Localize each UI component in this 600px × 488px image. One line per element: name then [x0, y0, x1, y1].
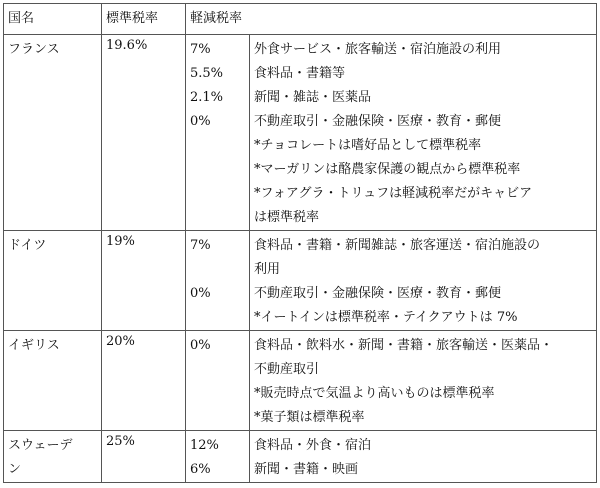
item-line: 食料品・外食・宿泊 — [254, 438, 372, 453]
item-line: 食料品・飲料水・新聞・書籍・旅客輸送・医薬品・ — [254, 338, 554, 353]
note-line: *マーガリンは酪農家保護の観点から標準税率 — [254, 162, 521, 177]
header-reduced-rate: 軽減税率 — [186, 4, 597, 35]
standard-rate-cell — [102, 431, 186, 483]
item-line: 利用 — [254, 262, 281, 277]
reduced-rate: 0% — [190, 286, 211, 301]
reduced-rate: 0% — [190, 338, 211, 353]
item-line: 不動産取引 — [254, 362, 320, 377]
table-row-sweden — [4, 431, 597, 483]
reduced-rate: 0% — [190, 114, 211, 129]
reduced-rate: 12% — [190, 438, 219, 453]
table-row-france — [4, 35, 597, 231]
reduced-rate-cell — [186, 231, 250, 331]
note-line: *販売時点で気温より高いものは標準税率 — [254, 386, 495, 401]
country-cell — [4, 35, 102, 231]
standard-rate: 25% — [106, 434, 135, 449]
reduced-rate-cell — [186, 35, 250, 231]
tax-rate-table — [3, 3, 597, 483]
items-cell — [250, 231, 597, 331]
reduced-rate: 6% — [190, 462, 211, 477]
country-name: ン — [8, 462, 22, 477]
header-country: 国名 — [4, 4, 102, 35]
country-name: イギリス — [8, 338, 60, 353]
country-name: スウェーデ — [8, 438, 73, 453]
item-line: 新聞・雑誌・医薬品 — [254, 90, 372, 105]
item-line: 食料品・書籍等 — [254, 66, 346, 81]
reduced-rate: 7% — [190, 42, 211, 57]
reduced-rate: 5.5% — [190, 66, 224, 81]
note-line: は標準税率 — [254, 210, 320, 225]
country-name: ドイツ — [8, 238, 47, 253]
reduced-rate-cell — [186, 431, 250, 483]
items-cell — [250, 331, 597, 431]
item-line: 外食サービス・旅客輸送・宿泊施設の利用 — [254, 42, 502, 57]
country-cell — [4, 231, 102, 331]
reduced-rate-cell — [186, 331, 250, 431]
header-standard-rate: 標準税率 — [102, 4, 186, 35]
note-line: *フォアグラ・トリュフは軽減税率だがキャビア — [254, 186, 533, 201]
reduced-rate: 2.1% — [190, 90, 224, 105]
country-cell — [4, 431, 102, 483]
standard-rate-cell — [102, 35, 186, 231]
item-line: 食料品・書籍・新聞雑誌・旅客運送・宿泊施設の — [254, 238, 541, 253]
item-line: 不動産取引・金融保険・医療・教育・郵便 — [254, 114, 502, 129]
item-line: 不動産取引・金融保険・医療・教育・郵便 — [254, 286, 502, 301]
table-row-uk — [4, 331, 597, 431]
items-cell — [250, 431, 597, 483]
header-row — [4, 4, 597, 35]
standard-rate: 20% — [106, 334, 135, 349]
standard-rate: 19.6% — [106, 38, 148, 53]
reduced-rate: 7% — [190, 238, 211, 253]
items-cell — [250, 35, 597, 231]
table-row-germany — [4, 231, 597, 331]
note-line: *イートインは標準税率・テイクアウトは 7% — [254, 310, 518, 325]
note-line: *菓子類は標準税率 — [254, 410, 365, 425]
country-name: フランス — [8, 42, 60, 57]
standard-rate-cell — [102, 231, 186, 331]
standard-rate-cell — [102, 331, 186, 431]
country-cell — [4, 331, 102, 431]
item-line: 新聞・書籍・映画 — [254, 462, 359, 477]
standard-rate: 19% — [106, 234, 135, 249]
note-line: *チョコレートは嗜好品として標準税率 — [254, 138, 482, 153]
